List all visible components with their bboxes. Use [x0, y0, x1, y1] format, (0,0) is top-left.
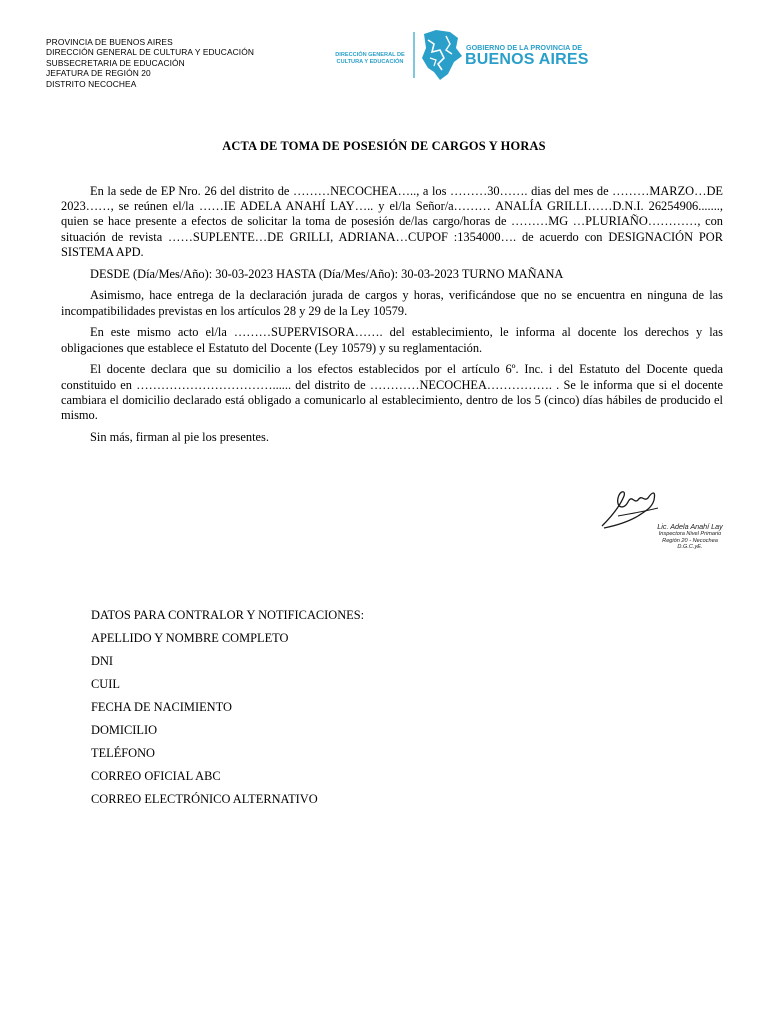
body-paragraph: Sin más, firman al pie los presentes. [90, 429, 269, 444]
signer-name: Lic. Adela Anahí Lay [657, 522, 723, 531]
datos-field: DOMICILIO [91, 723, 158, 737]
letterhead-line: DIRECCIÓN GENERAL DE CULTURA Y EDUCACIÓN [46, 47, 254, 58]
letterhead-line: SUBSECRETARIA DE EDUCACIÓN [46, 57, 185, 68]
document-title: ACTA DE TOMA DE POSESIÓN DE CARGOS Y HORAS [222, 139, 546, 153]
body-paragraph: El docente declara que su domicilio a los efectos establecidos por el artículo 6º. Inc. i del Estatuto del Docente queda constituido en ……………………………...... del distrito de …………NECOCHEA……………. . Se le informa que si el docente cambiara el domicilio declarado está obligado a comunicarlo al establecimiento, dentro de los 5 (cinco) días hábiles de producido el mismo. [61, 362, 723, 423]
body-paragraph: DESDE (Día/Mes/Año): 30-03-2023 HASTA (Día/Mes/Año): 30-03-2023 TURNO MAÑANA [90, 266, 564, 281]
datos-field: DNI [91, 654, 114, 668]
datos-title: DATOS PARA CONTRALOR Y NOTIFICACIONES: [91, 608, 365, 622]
signer-role: Inspectora Nivel Primario [658, 531, 722, 537]
signer-org: D.G.C.yE. [677, 544, 703, 550]
province-map-icon [410, 28, 470, 82]
letterhead-line: DISTRITO NECOCHEA [46, 78, 137, 89]
datos-field: CORREO ELECTRÓNICO ALTERNATIVO [91, 792, 318, 806]
logo-dgce-text: DIRECCIÓN GENERAL DE CULTURA Y EDUCACIÓN [335, 52, 405, 65]
logo-gov-text: GOBIERNO DE LA PROVINCIA DE [466, 43, 583, 52]
signature-caption [640, 522, 740, 551]
body-paragraph: En la sede de EP Nro. 26 del distrito de ………NECOCHEA….., a los ………30……. dias del mes de ………MARZO…DE 2023……, se reúnen el/la ……IE ADELA ANAHÍ LAY….. y el/la Señor/a……… ANALÍA GRILLI……D.N.I. 26254906......., quien se hace presente a efectos de solicitar la toma de posesión de/las cargo/horas de ………MG …PLURIAÑO…………, con situación de revista ……SUPLENTE…DE GRILLI, ADRIANA…CUPOF :1354000…. de acuerdo con DESIGNACIÓN POR SISTEMA APD. [61, 184, 723, 259]
datos-field: TELÉFONO [91, 746, 156, 760]
datos-field: CORREO OFICIAL ABC [91, 769, 221, 783]
datos-section [91, 604, 364, 811]
document-body [61, 184, 723, 452]
logo-province-name: BUENOS AIRES [465, 51, 589, 68]
letterhead [46, 37, 254, 89]
datos-field: FECHA DE NACIMIENTO [91, 700, 232, 714]
datos-field: CUIL [91, 677, 120, 691]
letterhead-line: JEFATURA DE REGIÓN 20 [46, 68, 151, 79]
government-logo [326, 28, 590, 82]
signer-region: Región 20 - Necochea [662, 537, 718, 544]
datos-field: APELLIDO Y NOMBRE COMPLETO [91, 631, 289, 645]
body-paragraph: Asimismo, hace entrega de la declaración jurada de cargos y horas, verificándose que no se encuentra en ninguna de las incompatibilidades previstas en los artículos 28 y 29 de la Ley 10579. [61, 288, 723, 318]
signature-stamp [598, 486, 738, 566]
letterhead-line: PROVINCIA DE BUENOS AIRES [46, 37, 173, 47]
body-paragraph: En este mismo acto el/la ………SUPERVISORA……. del establecimiento, le informa al docente los derechos y las obligaciones que establece el Estatuto del Docente (Ley 10579) y su reglamentación. [61, 325, 723, 355]
